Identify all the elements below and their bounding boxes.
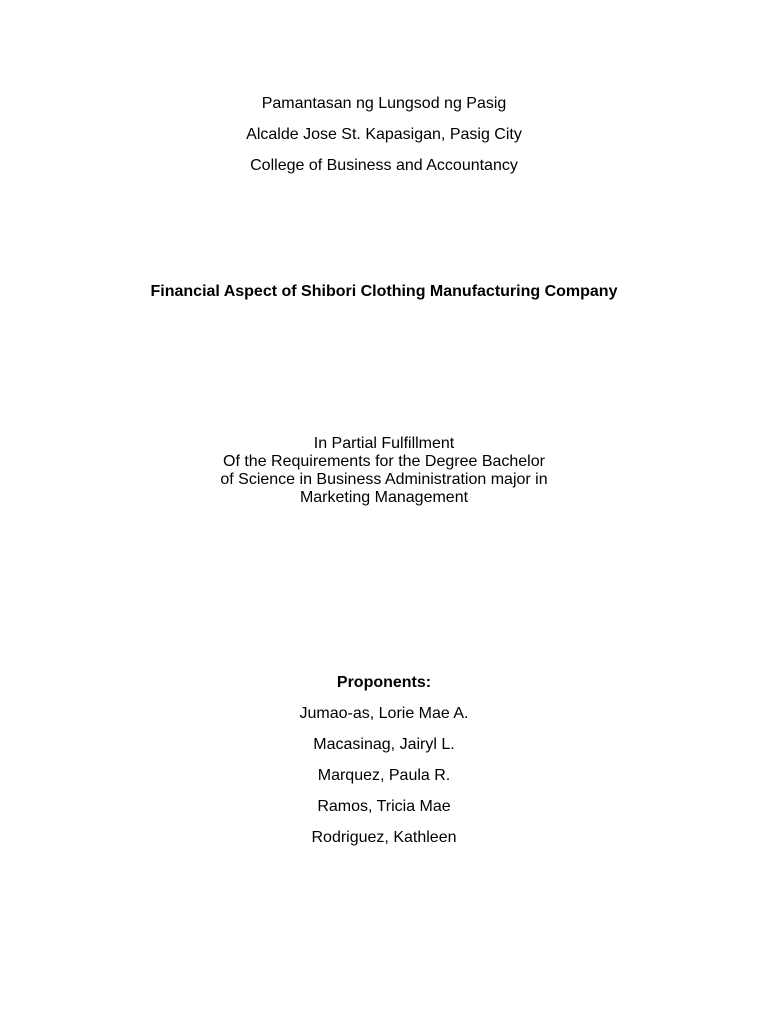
fulfillment-line: In Partial Fulfillment [313, 435, 455, 452]
proponents-heading: Proponents: [336, 674, 432, 691]
university-address: Alcalde Jose St. Kapasigan, Pasig City [246, 126, 522, 143]
fulfillment-statement [0, 435, 768, 507]
proponent-name: Jumao-as, Lorie Mae A. [299, 705, 469, 722]
university-name: Pamantasan ng Lungsod ng Pasig [261, 95, 507, 112]
document-title: Financial Aspect of Shibori Clothing Manufacturing Company [150, 283, 618, 300]
fulfillment-line: Of the Requirements for the Degree Bachelor [223, 453, 545, 470]
college-name: College of Business and Accountancy [250, 157, 518, 174]
proponents-list [0, 704, 768, 859]
proponent-name: Macasinag, Jairyl L. [313, 736, 455, 753]
fulfillment-line: of Science in Business Administration major in [220, 471, 548, 488]
proponent-name: Marquez, Paula R. [317, 767, 451, 784]
proponent-name: Ramos, Tricia Mae [317, 798, 451, 815]
proponent-name: Rodriguez, Kathleen [311, 829, 457, 846]
fulfillment-line: Marketing Management [299, 489, 469, 506]
proponents-section [0, 673, 768, 859]
